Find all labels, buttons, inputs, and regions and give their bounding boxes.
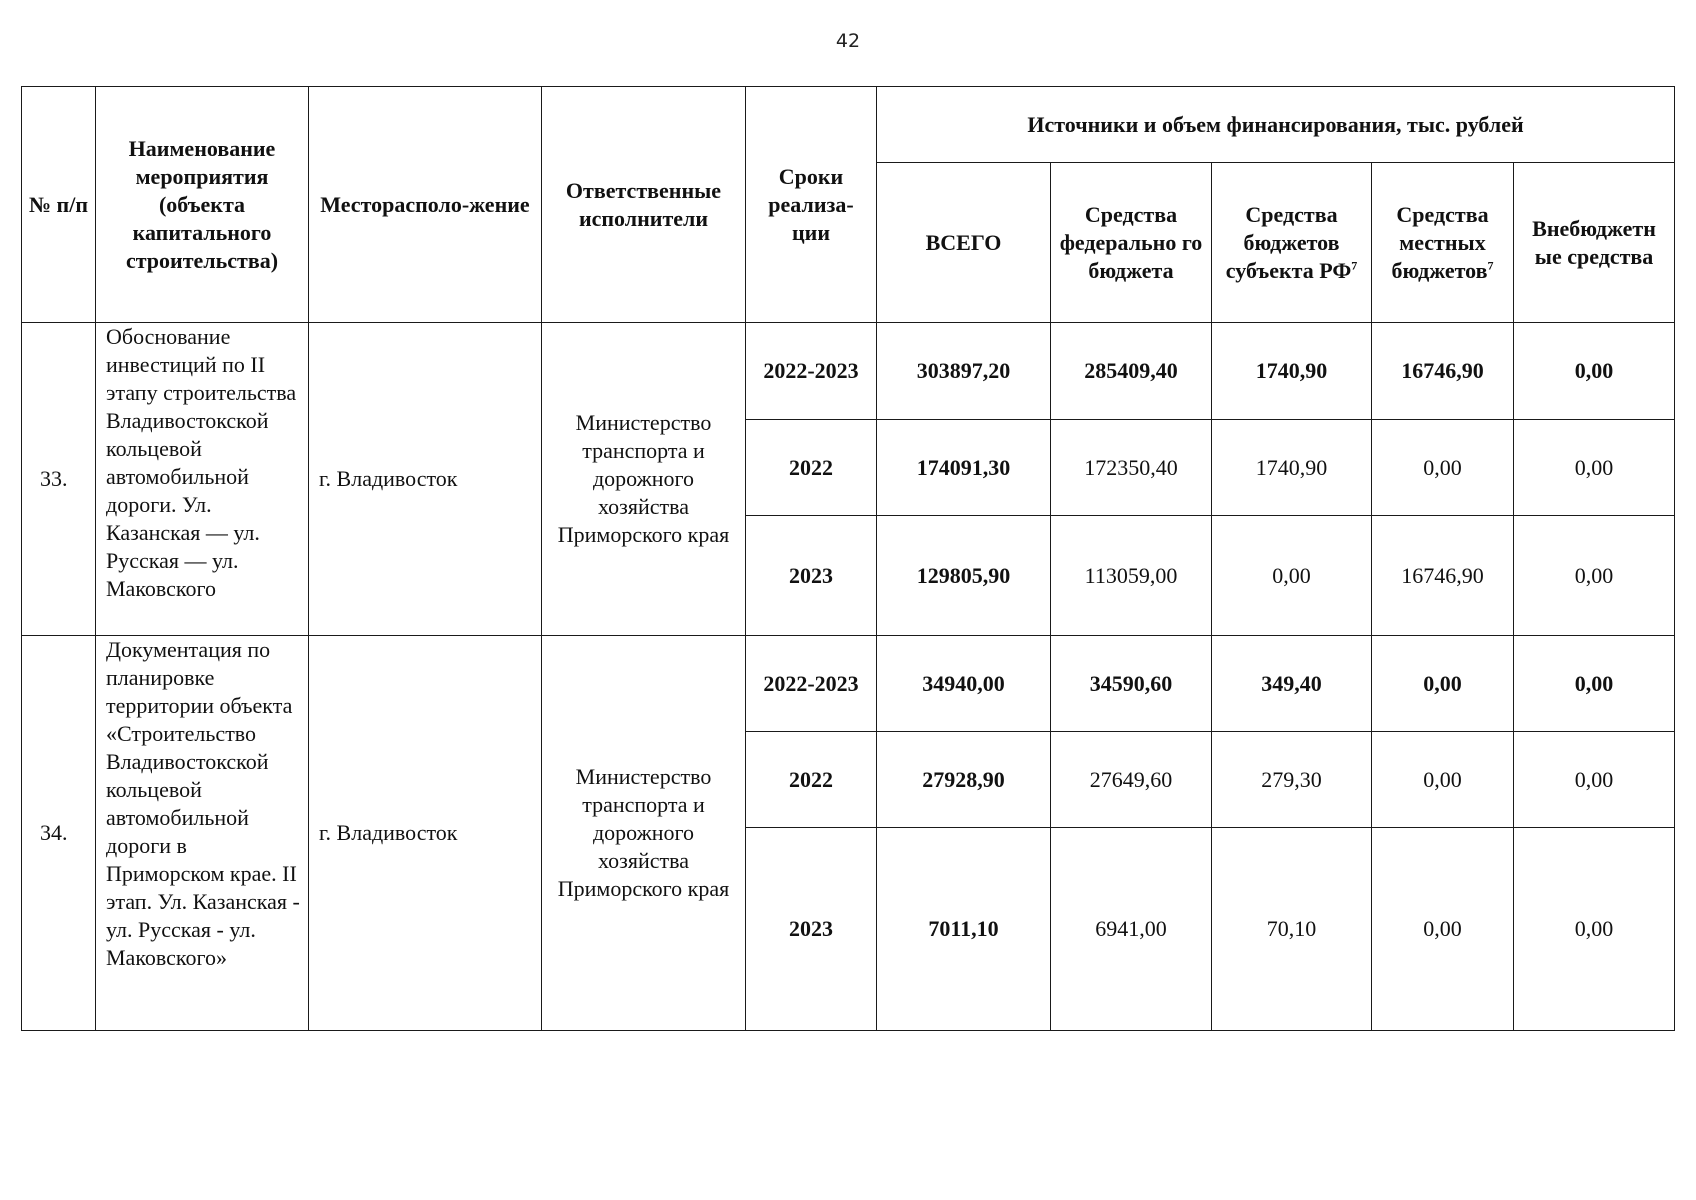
row-total: 129805,90 bbox=[877, 516, 1051, 636]
header-federal: Средства федерально го бюджета bbox=[1051, 163, 1212, 323]
financing-table bbox=[21, 86, 1675, 1031]
header-subject-text: Средства бюджетов субъекта РФ bbox=[1225, 201, 1352, 283]
row-extra: 0,00 bbox=[1514, 516, 1675, 636]
header-period: Сроки реализа-ции bbox=[746, 87, 877, 323]
row-federal: 113059,00 bbox=[1051, 516, 1212, 636]
row-local: 0,00 bbox=[1372, 828, 1514, 1031]
row-extra: 0,00 bbox=[1514, 323, 1675, 420]
row-subject: 1740,90 bbox=[1212, 323, 1372, 420]
row-extra: 0,00 bbox=[1514, 636, 1675, 732]
header-num: № п/п bbox=[22, 87, 96, 323]
row-federal: 172350,40 bbox=[1051, 420, 1212, 516]
header-total: ВСЕГО bbox=[877, 163, 1051, 323]
header-subject bbox=[1212, 163, 1372, 323]
header-location: Месторасполо-жение bbox=[309, 87, 542, 323]
item-location: г. Владивосток bbox=[309, 636, 542, 1031]
row-local: 0,00 bbox=[1372, 420, 1514, 516]
row-local: 0,00 bbox=[1372, 732, 1514, 828]
item-num: 34. bbox=[22, 636, 96, 1031]
header-local bbox=[1372, 163, 1514, 323]
header-extra: Внебюджетн ые средства bbox=[1514, 163, 1675, 323]
row-local: 16746,90 bbox=[1372, 516, 1514, 636]
item-location: г. Владивосток bbox=[309, 323, 542, 636]
row-subject: 70,10 bbox=[1212, 828, 1372, 1031]
row-federal: 34590,60 bbox=[1051, 636, 1212, 732]
table-row bbox=[22, 323, 1675, 420]
item-responsible: Министерство транспорта и дорожного хозяйства Приморского края bbox=[542, 636, 746, 1031]
row-period: 2022 bbox=[746, 732, 877, 828]
row-subject: 1740,90 bbox=[1212, 420, 1372, 516]
row-period: 2022 bbox=[746, 420, 877, 516]
row-extra: 0,00 bbox=[1514, 732, 1675, 828]
row-total: 303897,20 bbox=[877, 323, 1051, 420]
header-responsible: Ответственные исполнители bbox=[542, 87, 746, 323]
page-number: 42 bbox=[835, 30, 861, 52]
row-local: 16746,90 bbox=[1372, 323, 1514, 420]
row-period: 2023 bbox=[746, 516, 877, 636]
row-total: 34940,00 bbox=[877, 636, 1051, 732]
row-federal: 27649,60 bbox=[1051, 732, 1212, 828]
item-name: Документация по планировке территории объекта «Строительство Владивостокской кольцевой автомобильной дороги в Приморском крае. II этап. Ул. Казанская - ул. Русская - ул. Маковского» bbox=[96, 636, 309, 1031]
header-subject-note: 7 bbox=[1351, 258, 1358, 273]
item-name: Обоснование инвестиций по II этапу строительства Владивостокской кольцевой автомобильной дороги. Ул. Казанская — ул. Русская — ул. Маковского bbox=[96, 323, 309, 636]
row-federal: 285409,40 bbox=[1051, 323, 1212, 420]
row-subject: 349,40 bbox=[1212, 636, 1372, 732]
row-period: 2023 bbox=[746, 828, 877, 1031]
table-row bbox=[22, 636, 1675, 732]
header-name: Наименование мероприятия (объекта капитального строительства) bbox=[96, 87, 309, 323]
row-total: 7011,10 bbox=[877, 828, 1051, 1031]
row-extra: 0,00 bbox=[1514, 828, 1675, 1031]
row-period: 2022-2023 bbox=[746, 636, 877, 732]
row-total: 27928,90 bbox=[877, 732, 1051, 828]
item-responsible: Министерство транспорта и дорожного хозяйства Приморского края bbox=[542, 323, 746, 636]
header-local-note: 7 bbox=[1487, 258, 1494, 273]
header-financing-group: Источники и объем финансирования, тыс. рублей bbox=[877, 87, 1675, 163]
row-local: 0,00 bbox=[1372, 636, 1514, 732]
row-federal: 6941,00 bbox=[1051, 828, 1212, 1031]
row-extra: 0,00 bbox=[1514, 420, 1675, 516]
item-num: 33. bbox=[22, 323, 96, 636]
row-subject: 0,00 bbox=[1212, 516, 1372, 636]
row-subject: 279,30 bbox=[1212, 732, 1372, 828]
row-period: 2022-2023 bbox=[746, 323, 877, 420]
header-local-text: Средства местных бюджетов bbox=[1391, 201, 1489, 283]
row-total: 174091,30 bbox=[877, 420, 1051, 516]
